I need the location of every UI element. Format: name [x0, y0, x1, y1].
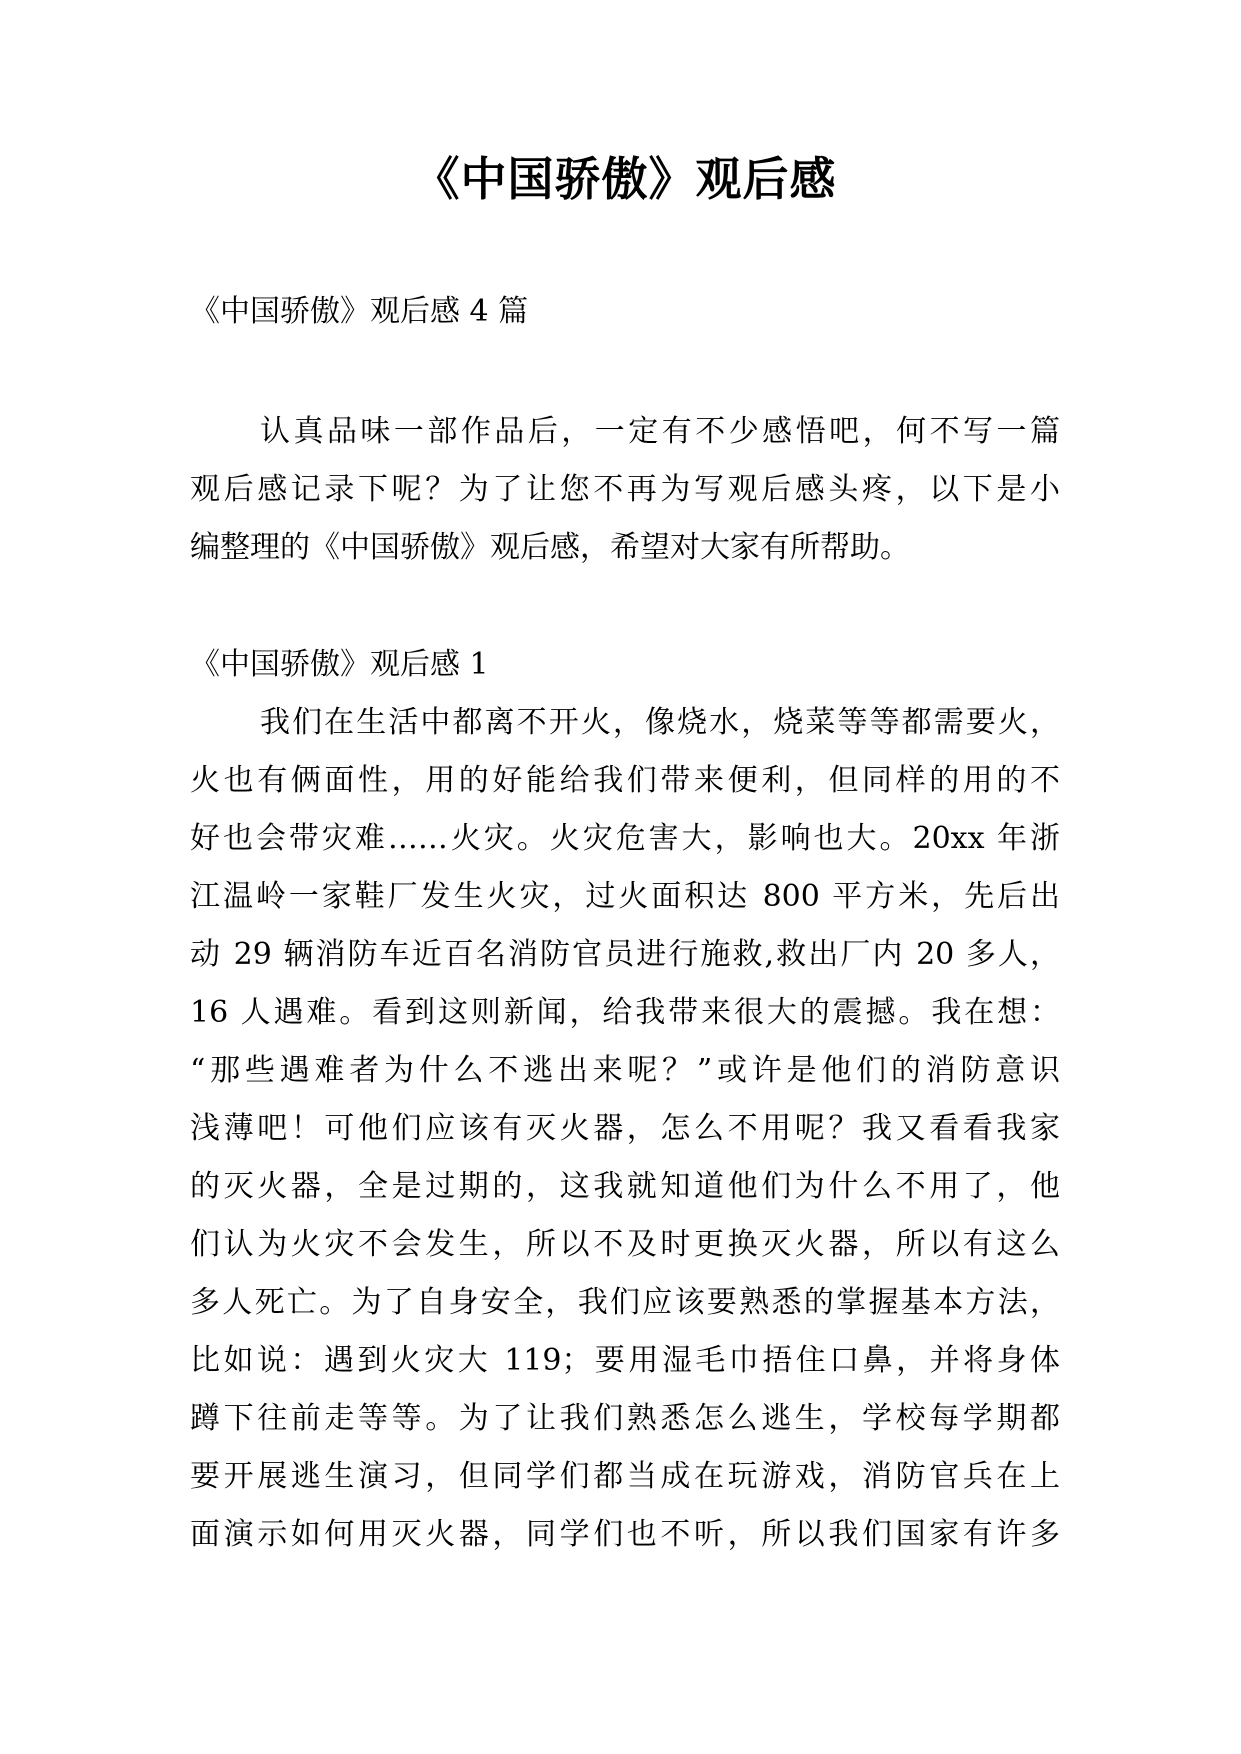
text-line: 面演示如何用灭火器，同学们也不听，所以我们国家有许多: [190, 1517, 1060, 1552]
section-heading: 《中国骄傲》观后感 1: [190, 647, 489, 682]
text-line: 要开展逃生演习，但同学们都当成在玩游戏，消防官兵在上: [190, 1459, 1060, 1494]
text-line: 观后感记录下呢？为了让您不再为写观后感头疼，以下是小: [190, 472, 1060, 507]
text-line: 火也有俩面性，用的好能给我们带来便利，但同样的用的不: [190, 763, 1060, 798]
intro-paragraph: [190, 403, 1060, 577]
text-line: 的灭火器，全是过期的，这我就知道他们为什么不用了，他: [190, 1169, 1060, 1204]
text-line: 编整理的《中国骄傲》观后感，希望对大家有所帮助。: [190, 530, 910, 565]
text-line: 动 29 辆消防车近百名消防官员进行施救,救出厂内 20 多人，: [190, 937, 1060, 972]
text-line: 认真品味一部作品后，一定有不少感悟吧，何不写一篇: [260, 414, 1060, 449]
doc-subtitle: 《中国骄傲》观后感 4 篇: [190, 294, 529, 329]
text-line: 16 人遇难。看到这则新闻，给我带来很大的震撼。我在想：: [190, 995, 1060, 1030]
text-line: 江温岭一家鞋厂发生火灾，过火面积达 800 平方米，先后出: [190, 879, 1060, 914]
text-line: 浅薄吧！可他们应该有灭火器，怎么不用呢？我又看看我家: [190, 1111, 1060, 1146]
text-line: 我们在生活中都离不开火，像烧水，烧菜等等都需要火，: [260, 705, 1060, 740]
text-line: “那些遇难者为什么不逃出来呢？”或许是他们的消防意识: [190, 1053, 1060, 1088]
text-line: 好也会带灾难……火灾。火灾危害大，影响也大。20xx 年浙: [190, 821, 1060, 856]
text-line: 们认为火灾不会发生，所以不及时更换灭火器，所以有这么: [190, 1227, 1060, 1262]
page-title: 《中国骄傲》观后感: [413, 152, 837, 206]
text-line: 多人死亡。为了自身安全，我们应该要熟悉的掌握基本方法，: [190, 1285, 1060, 1320]
body-paragraph: [190, 694, 1060, 1564]
text-line: 比如说：遇到火灾大 119；要用湿毛巾捂住口鼻，并将身体: [190, 1343, 1060, 1378]
text-line: 蹲下往前走等等。为了让我们熟悉怎么逃生，学校每学期都: [190, 1401, 1060, 1436]
